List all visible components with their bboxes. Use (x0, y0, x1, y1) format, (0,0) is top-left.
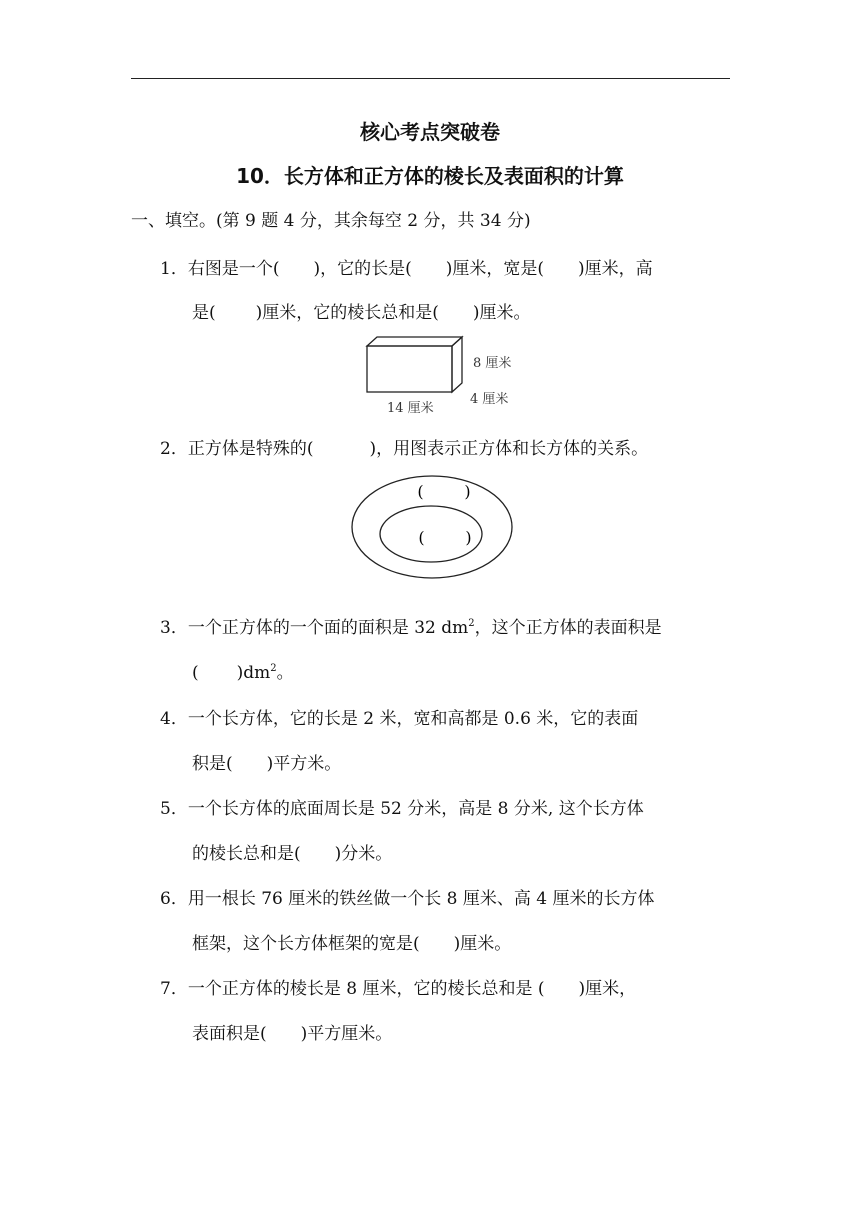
question-3-line-2: ( )$dm^2$。 (192, 663, 294, 683)
cuboid-top-face (367, 337, 462, 346)
question-5-line-2: 的棱长总和是( )分米。 (192, 844, 393, 864)
venn-diagram (348, 470, 518, 590)
top-rule (131, 78, 730, 79)
page-title: 核心考点突破卷 (360, 120, 500, 144)
page-subtitle: 10．长方体和正方体的棱长及表面积的计算 (236, 164, 624, 188)
cuboid-front-face (367, 346, 452, 392)
cuboid-side-face (452, 337, 462, 392)
section-heading: 一、填空。(第 9 题 4 分，其余每空 2 分，共 34 分) (131, 211, 531, 231)
question-4-line-1: 4．一个长方体，它的长是 2 米，宽和高都是 0.6 米，它的表面 (160, 709, 639, 729)
question-7-line-2: 表面积是( )平方厘米。 (192, 1024, 393, 1044)
question-number: 3． (160, 618, 188, 638)
length-label: 14 厘米 (387, 401, 434, 416)
question-number: 5． (160, 799, 188, 819)
height-label: 8 厘米 (473, 356, 512, 371)
question-4-line-2: 积是( )平方米。 (192, 754, 342, 774)
question-5-line-1: 5．一个长方体的底面周长是 52 分米，高是 8 分米, 这个长方体 (160, 799, 644, 819)
inner-answer-blank[interactable]: ( ) (418, 528, 472, 547)
question-number: 7． (160, 979, 188, 999)
question-1-line-1: 1．右图是一个( )，它的长是( )厘米，宽是( )厘米，高 (160, 259, 653, 279)
question-number: 6． (160, 889, 188, 909)
outer-answer-blank[interactable]: ( ) (417, 482, 471, 501)
question-3-line-1: 3．一个正方体的一个面的面积是 32 $dm^2$，这个正方体的表面积是 (160, 618, 662, 638)
question-7-line-1: 7．一个正方体的棱长是 8 厘米，它的棱长总和是 ( )厘米， (160, 979, 637, 999)
question-6-line-1: 6．用一根长 76 厘米的铁丝做一个长 8 厘米、高 4 厘米的长方体 (160, 889, 655, 909)
width-label: 4 厘米 (470, 392, 509, 407)
question-1-line-2: 是( )厘米，它的棱长总和是( )厘米。 (192, 303, 531, 323)
question-number: 4． (160, 709, 188, 729)
question-number: 1． (160, 259, 188, 279)
question-number: 2． (160, 439, 188, 459)
question-6-line-2: 框架，这个长方体框架的宽是( )厘米。 (192, 934, 512, 954)
question-2-line-1: 2．正方体是特殊的( )，用图表示正方体和长方体的关系。 (160, 439, 649, 459)
cuboid-figure (355, 330, 535, 420)
